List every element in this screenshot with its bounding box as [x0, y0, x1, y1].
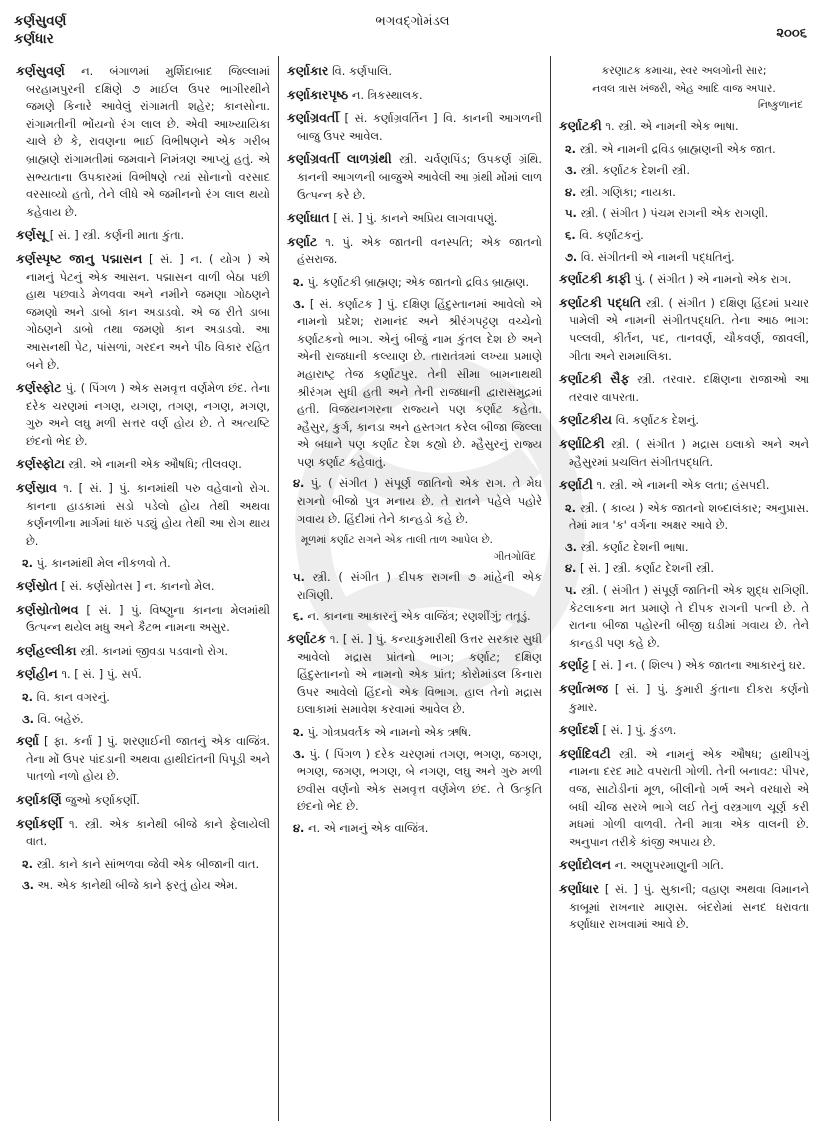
sense-entry [287, 746, 542, 816]
definition-text: ૧. સ્ત્રી. એ નામની એક ભાષા. [605, 119, 739, 133]
definition-text: પું. ( સંગીત ) એ નામનો એક રાગ. [634, 272, 792, 287]
dictionary-entry [16, 732, 270, 786]
dictionary-entry [559, 411, 809, 430]
sense-entry [16, 711, 270, 729]
sense-number: ૨. [565, 500, 577, 515]
dictionary-entry [16, 455, 270, 474]
definition-text: પું. કાનમાંથી મેલ નીકળવો તે. [36, 556, 171, 571]
definition-text: ૧. [ સં. ] પું. કન્યાકુમારીથી ઉત્તર સરકાર સુધી આવેલો મદ્રાસ પ્રાંતનો ભાગ; કર્ણાટ; દક્ષિણ હિંદુસ્તાનનો એ નામનો એક પ્રાંત; કોરોમાંડલ કિનારા ઉપર આવેલો હિંદનો એક વિભાગ. હાલ તેનો મદ્રાસ ઇલાકામાં સમાવેશ કરવામાં આવેલ છે. [297, 632, 542, 717]
verse-quotation [559, 62, 809, 113]
sense-number: ૫. [293, 570, 305, 585]
definition-text: ન. એ નામનું એક વાજિંત્ર. [308, 820, 429, 835]
definition-text: પું. કર્ણાટકી બ્રાહ્મણ; એક જાતનો દ્રવિડ બ્રાહ્મણ. [307, 274, 530, 289]
definition-text: સ્ત્રી. કર્ણાટક દેશની સ્ત્રી. [580, 163, 690, 178]
headword: કર્ણાટકી કાફી [559, 271, 631, 287]
definition-text: જુઓ કર્ણાકર્ણી. [65, 792, 140, 807]
definition-text: અ. એક કાનેથી બીજે કાને ફરતું હોય એમ. [37, 878, 238, 893]
definition-text: સ્ત્રી. એ નામની દ્રવિડ બ્રાહ્મણની એક જાત. [579, 141, 776, 156]
sense-entry [559, 227, 809, 245]
headword: કર્ણાટ્ટ [559, 657, 589, 673]
sense-number: ૩. [565, 539, 577, 554]
quote-source: નિષ્કુળાનંદ [757, 99, 803, 111]
definition-text: વિ. સંગીતની એ નામની પદ્ધતિનું. [580, 249, 735, 264]
dictionary-entry [16, 379, 270, 450]
dictionary-entry [559, 370, 809, 406]
definition-text: ૧. સ્ત્રી. એ નામની એક લતા; હંસપદી. [596, 478, 770, 493]
dictionary-entry [287, 86, 542, 105]
sense-number: ૨. [293, 725, 305, 739]
definition-text: [ સં. ] પું. કુંડળ. [602, 723, 677, 738]
sense-entry [16, 689, 270, 707]
sense-number: ૩. [293, 296, 305, 311]
sense-number: ૨. [22, 556, 34, 571]
dictionary-entry [287, 233, 542, 269]
usage-quotation: મૂળમાં કર્ણાટ રાગને એક તાલી તાળ આપેલ છે. [301, 534, 493, 547]
headword: કર્ણસ્રોતોભવ [16, 601, 79, 617]
headword: કર્ણાટકી [559, 118, 602, 133]
headword: કર્ણસ્પૃષ્ટ જાનુ પદ્માસન [16, 250, 143, 266]
definition-text: સ્ત્રી. એ નામની એક ઔષધિ; તીલવણ. [68, 457, 242, 472]
dictionary-entry [559, 680, 809, 716]
headword: કર્ણાગ્રવર્તી [287, 110, 339, 126]
headword: કર્ણાટક [287, 631, 327, 647]
sense-entry [16, 555, 270, 573]
headword: કર્ણાદર્શ [559, 722, 599, 738]
headword: કર્ણાટી [559, 477, 593, 493]
definition-text: સ્ત્રી. કાનમાં જીવડા પડવાનો રોગ. [80, 643, 229, 658]
definition-text: વિ. બહેરું. [37, 711, 84, 726]
definition-text: [ સં. કર્ણાગ્રવર્તિન ] વિ. કાનની આગળની બાજુ ઉપર આવેલ. [297, 111, 542, 143]
dictionary-entry [287, 62, 542, 81]
dictionary-entry [287, 209, 542, 228]
definition-text: પું. ( સંગીત ) સંપૂર્ણ જાતિનો એક રાગ. તે મેઘ રાગનો બીજો પુત્ર મનાય છે. તે રાતને પહેલે પહોરે ગવાય છે. હિંદીમાં તેને કાન્હડો કહે છે. [297, 476, 542, 526]
headword: કર્ણસ્રોત [16, 578, 58, 594]
sense-number: ૨. [293, 274, 305, 289]
headword: કર્ણાદોલન [559, 857, 612, 873]
headword: કર્ણાત્મજ [559, 681, 609, 697]
sense-number: ૪. [565, 184, 577, 199]
definition-text: વિ. કર્ણપાલિ. [332, 64, 392, 78]
dictionary-entry [559, 270, 809, 289]
definition-text: પું. ( પિંગળ ) એક સમવૃત્ત વર્ણમેળ છંદ. તેના દરેક ચરણમાં નગણ, યગણ, તગણ, નગણ, મગણ, ગુરુ અને લઘુ મળી સત્તર વર્ણ હોય છે. તે અત્યષ્ટિ છંદનો ભેદ છે. [26, 381, 270, 448]
verse-line: નવલ ત્રાસ ખંજરી, એહ આદિ વાજ અપાર. [592, 82, 776, 95]
dictionary-entry [16, 665, 270, 684]
definition-text: સ્ત્રી. ( સંગીત ) દીપક રાગની ૭ માંહેની એક રાગિણી. [297, 570, 542, 602]
dictionary-entry [287, 150, 542, 204]
headword: કર્ણા [16, 733, 39, 749]
running-title: ભગવદ્ગોમંડલ [375, 14, 450, 29]
headword: કર્ણાદિવટી [559, 745, 611, 761]
definition-text: સ્ત્રી. ગણિકા; નાયકા. [580, 184, 676, 199]
definition-text: ન. અણુપરમાણુની ગતિ. [614, 858, 724, 873]
definition-text: [ સં. ] સ્ત્રી. કર્ણાટ દેશની સ્ત્રી. [580, 561, 714, 576]
sense-number: ૩. [565, 163, 577, 178]
sense-entry [287, 274, 542, 292]
definition-text: સ્ત્રી. ( સંગીત ) સંપૂર્ણ જાતિની એક શુદ્ધ રાગિણી. કેટલાકના મત પ્રમાણે તે દીપક રાગની પત્ની છે. તે રાતના બીજા પહોરની બીજી ઘડીમાં ગવાય છે. તેને કાન્હડી પણ કહે છે. [569, 583, 809, 650]
sense-number: ૨. [22, 856, 34, 871]
sense-number: ૫. [565, 583, 577, 598]
dictionary-entry [559, 656, 809, 675]
definition-text: [ સં. ] પું. કુમારી કુંતાના દીકરા કર્ણનો કુમાર. [569, 682, 809, 714]
dictionary-entry [559, 435, 809, 471]
definition-text: [ સં. ] ન. ( શિલ્પ ) એક જાતના આકારનું ઘર. [592, 658, 806, 673]
sense-entry [287, 475, 542, 528]
sense-number: ૪. [293, 820, 305, 835]
sense-entry [287, 569, 542, 604]
sense-number: ૨. [22, 690, 34, 704]
sense-entry [287, 296, 542, 472]
sense-entry [559, 500, 809, 535]
page-number: ૨૦૦૬ [776, 26, 807, 41]
dictionary-entry [287, 630, 542, 719]
verse-line: કરણાટક કમાચા, સ્વર અલગોની સાર; [601, 64, 767, 77]
headword: કર્ણસૂ [16, 227, 47, 243]
quote-source: ગીતગોવિંદ [493, 551, 536, 564]
definition-text: [ સં. ] ન. ( યોગ ) એ નામનું પેટનું એક આસન. પદ્માસન વાળી બેઠા પછી હાથ પછવાડે મેળવવા અને નમીને જમણા ગોઠણને જમણો અને ડાબો કાન અડાડવો. એ જ રીતે ડાબા ગોઠણને ડાબો તથા જમણો કાન અડાડવો. આ આસનથી પેટ, પાંસળાં, ગરદન અને પીઠ વિકાર રહિત બને છે. [26, 251, 270, 372]
sense-number: ૪. [565, 561, 577, 576]
page-header [0, 8, 825, 56]
sense-entry [559, 539, 809, 557]
sense-entry [16, 856, 270, 874]
column-3 [550, 56, 817, 1121]
definition-text: ન. ત્રિકસ્થાલક. [351, 87, 423, 102]
dictionary-entry [16, 577, 270, 596]
definition-text: ૧. [ સં. ] પું. સર્પ. [61, 667, 142, 682]
sense-number: ૪. [293, 476, 305, 491]
headword: કર્ણહલ્લીકા [16, 642, 77, 658]
definition-text: ન. કાનના આકારનું એક વાજિંત્ર; રણશીંગું; તતૂડું. [307, 609, 531, 624]
sense-entry [287, 820, 542, 838]
dictionary-entry [559, 856, 809, 875]
definition-text: સ્ત્રી. ( સંગીત ) દક્ષિણ હિંદમાં પ્રચાર પામેલી એ નામની સંગીતપદ્ધતિ. તેના આઠ ભાગ: પલ્લવી, કીર્તન, પદ, તાનવર્ણ, ચૌકવર્ણ, જાવલી, ગીતા અને રામમાલિકા. [569, 295, 810, 363]
definition-text: [ સં. ] પું. વિષ્ણુના કાનના મેલમાંથી ઉત્પન્ન થયેલ મધુ અને કૈટભ નામના અસુર. [26, 602, 270, 635]
definition-text: સ્ત્રી. ( સંગીત ) પંચમ રાગની એક રાગણી. [580, 206, 769, 221]
definition-text: સ્ત્રી. તરવાર. દક્ષિણના રાજાઓ આ તરવાર વાપરતા. [569, 372, 810, 404]
definition-text: [ સં. કર્ણસ્રોતસ ] ન. કાનનો મેલ. [61, 579, 215, 594]
dictionary-entry [16, 250, 270, 374]
definition-text: સ્ત્રી. ચર્વણપિંડ; ઉપકર્ણ ગ્રંથિ. કાનની આગળની બાજુએ આવેલી આ ગ્રંથી મોંમાં લાળ ઉત્પન્ન કરે છે. [297, 152, 543, 202]
headword: કર્ણાકાર [287, 63, 329, 78]
dictionary-entry [559, 880, 809, 934]
column-1 [8, 56, 278, 1121]
dictionary-entry [559, 721, 809, 740]
sense-number: ૩. [22, 878, 34, 893]
headword: કર્ણસ્રાવ [16, 480, 58, 496]
headword: કર્ણાકર્ણિ [16, 791, 62, 807]
column-2 [278, 56, 550, 1121]
definition-text: સ્ત્રી. ( સંગીત ) મદ્રાસ ઇલાકો અને અને મ્હૈસુરમાં પ્રચલિત સંગીતપદ્ધતિ. [569, 436, 809, 469]
headword: કર્ણાકારપૃષ્ઠ [287, 86, 349, 102]
definition-text: [ સં. કર્ણાટક ] પું. દક્ષિણ હિંદુસ્તાનમાં આવેલો એ નામનો પ્રદેશ; રામાનંદ અને શ્રીરંગપટ્ટણ વચ્ચેનો કર્ણાટકનો ભાગ. એનું બીજું નામ કુંતલ દેશ છે અને એની રાજધાની કલ્યાણ છે. તારાતંત્રમાં લખ્યા પ્રમાણે મહારાષ્ટ્ર તેજ કર્ણાટપુર. તેની સીમા બામનાથથી શ્રીરંગમ સુધી હતી અને તેની રાજધાની દ્વારાસમુદ્રમાં હતી. વિજયનગરના રાજ્યને પણ કર્ણાટ કહેતા. મ્હૈસુર, કુર્ગ, કાનડા અને હસ્તગત કરેલ બીજા જિલ્લા એ બધાને પણ કર્ણાટ દેશ કહ્યો છે. મ્હૈસુરનું રાજ્ય પણ કર્ણાટ કહેવાતું. [297, 296, 543, 469]
headword: કર્ણહીન [16, 666, 58, 682]
sense-entry [559, 582, 809, 652]
headword: કર્ણસ્ફોટ [16, 380, 62, 396]
sense-number: ૬. [293, 609, 304, 624]
sense-entry [287, 608, 542, 626]
sense-number: ૩. [293, 746, 305, 761]
definition-text: [ સં. ] સ્ત્રી. કર્ણની માતા કુંતા. [49, 228, 185, 243]
definition-text: [ સં. ] પું. કાનને અપ્રિય લાગવાપણું. [333, 211, 498, 226]
headword: કર્ણાટકી પદ્ધતિ [559, 294, 642, 310]
headword: કર્ણાકર્ણી [16, 815, 63, 831]
sense-entry [559, 162, 809, 180]
dictionary-entry [287, 109, 542, 145]
sense-entry [559, 560, 809, 578]
sense-entry [559, 205, 809, 223]
headword: કર્ણાટિકી [559, 435, 605, 451]
sense-number: ૨. [565, 141, 577, 156]
dictionary-entry [16, 601, 270, 637]
definition-text: ૧. પું. એક જાતની વનસ્પતિ; એક જાતનો હંસરાજ. [297, 234, 542, 267]
headword: કર્ણસુવર્ણ [16, 63, 65, 78]
headword: કર્ણાઘાત [287, 210, 330, 226]
sense-entry [559, 141, 809, 159]
definition-text: સ્ત્રી. એ નામનું એક ઔષધ; હાથીપગું નામના દરદ માટે વપરાતી ગોળી. તેની બનાવટ: પીપર, વજ, સાટોડીનાં મૂળ, બીલીનો ગર્ભ અને વરધારો એ બધી ચીજ સરખે ભાગે લઈ તેનું વસ્ત્રગાળ ચૂર્ણ કરી મધમાં ગોળી વાળવી. તેની માત્રા એક વાલની છે. અનુપાન તરીકે કાંજી અપાય છે. [569, 746, 810, 849]
definition-text: ૧. [ સં. ] પું. કાનમાંથી પરુ વહેવાનો રોગ. કાનના હાડકામાં સડો પડેલો હોય તેથી અથવા કર્ણનળીના માર્ગમાં ધારું પડ્યું હોય તેથી આ રોગ થાય છે. [26, 481, 270, 548]
definition-text: વિ. કર્ણાટકનું. [579, 227, 644, 242]
dictionary-entry [16, 62, 270, 221]
definition-text: પું. ( પિંગળ ) દરેક ચરણમાં તગણ, ભગણ, જગણ, ભગણ, જગણ, ભગણ, બે નગણ, લઘુ અને ગુરુ મળી છવીસ વર્ણનો એક સમવૃત્ત વર્ણમેળ છંદ. તે ઉત્કૃતિ છંદનો ભેદ છે. [297, 746, 542, 814]
dictionary-entry [16, 226, 270, 245]
dictionary-entry [16, 815, 270, 851]
headword: કર્ણાગ્રવર્તી લાળગ્રંથી [287, 151, 392, 167]
dictionary-entry [559, 294, 809, 365]
headword: કર્ણાટકી સૈફ [559, 371, 630, 387]
sense-entry [559, 184, 809, 202]
definition-text: સ્ત્રી. કાને કાને સાંભળવા જેવી એક બીજાની વાત. [36, 856, 260, 871]
sense-number: ૬. [565, 227, 576, 242]
dictionary-entry [559, 745, 809, 852]
headword: કર્ણાધાર [559, 880, 600, 896]
definition-text: ૧. સ્ત્રી. એક કાનેથી બીજે કાને ફેલાયેલી વાત. [26, 816, 270, 849]
definition-text: સ્ત્રી. કર્ણાટ દેશની ભાષા. [580, 539, 689, 554]
dictionary-entry [16, 791, 270, 810]
sense-number: ૩. [22, 711, 34, 726]
definition-text: ન. બંગાળમાં મુર્શિદાબાદ જિલ્લામાં બરહામપુરની દક્ષિણે ૭ માઈલ ઉપર ભાગીરથીને જમણે કિનારે આવેલું રાંગામતી શહેર; કાનસોના. રાંગામતીની ભોંયનો રંગ લાલ છે. એવી આખ્યાયિકા ચાલે છે કે, રાવણના ભાઈ વિભીષણને એક ગરીબ બ્રાહ્મણે રાંગામતીમાં જમવાને નિમંત્રણ આપ્યું હતું. એ સભ્યતાના ઉપકારમાં વિભીષણે ત્યાં સોનાનો વરસાદ વરસાવ્યો હતો, તેને લીધે એ જમીનનો રંગ લાલ થયો કહેવાય છે. [26, 64, 271, 219]
definition-text: [ સં. ] પું. સુકાની; વહાણ અથવા વિમાનને કાબૂમાં રાખનાર માણસ. બંદરોમાં સનદ ધરાવતા કર્ણાધાર રાખવામાં આવે છે. [569, 881, 809, 932]
dictionary-columns [8, 56, 817, 1121]
guide-word-last: કર્ણધાર [14, 31, 54, 47]
sense-number: ૭. [565, 249, 578, 264]
headword: કર્ણાટ [287, 233, 318, 249]
headword: કર્ણાટકીય [559, 412, 613, 428]
definition-text: પું. ગોત્રપ્રવર્તક એ નામનો એક ઋષિ. [307, 725, 472, 739]
guide-word-first: કર્ણસુવર્ણ [14, 13, 67, 29]
definition-text: સ્ત્રી. ( કાવ્ય ) એક જાતનો શબ્દાલંકાર; અનુપ્રાસ. તેમાં માત્ર 'ક' વર્ગના અક્ષર આવે છે. [569, 500, 809, 533]
sense-number: ૫. [565, 206, 577, 221]
headword: કર્ણસ્ફોટા [16, 456, 65, 472]
definition-text: વિ. કર્ણાટક દેશનું. [615, 413, 699, 428]
dictionary-entry [559, 117, 809, 136]
sense-entry [287, 724, 542, 742]
sense-entry [16, 877, 270, 895]
definition-text: [ ફા. કર્ના ] પું. શરણાઈની જાતનું એક વાજિંત્ર. તેના મોં ઉપર પાંદડાની અથવા હાથીદાંતની પિપૂડી અને પાતળો નળો હોય છે. [26, 734, 271, 784]
dictionary-entry [16, 479, 270, 550]
definition-text: વિ. કાન વગરનું. [36, 690, 110, 704]
dictionary-entry [16, 642, 270, 661]
dictionary-entry [559, 476, 809, 495]
sense-entry [559, 249, 809, 267]
